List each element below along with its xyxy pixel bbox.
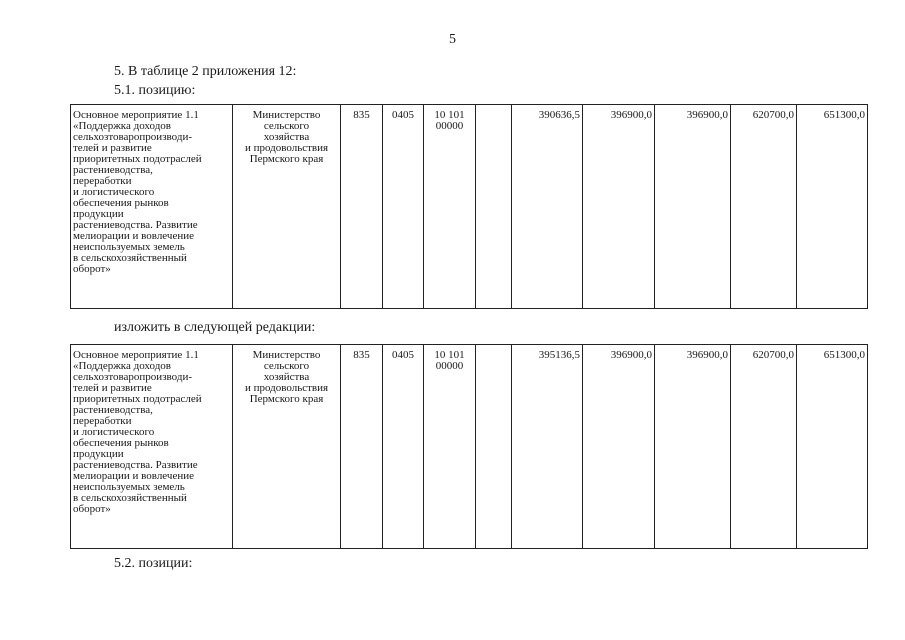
ministry-cell: Министерство сельского хозяйства и продовольствия Пермского края [233, 345, 341, 549]
table-row [71, 105, 868, 309]
section-cell: 0405 [383, 105, 424, 309]
value-cell-3: 396900,0 [655, 345, 731, 549]
csr-cell: 10 101 00000 [424, 345, 476, 549]
value-cell-2: 396900,0 [583, 105, 655, 309]
new-position-table [70, 344, 868, 549]
csr-cell: 10 101 00000 [424, 105, 476, 309]
paragraph-5-2: 5.2. позиции: [114, 556, 193, 571]
grbs-cell: 835 [341, 105, 383, 309]
event-name-cell: Основное мероприятие 1.1 «Поддержка доходов сельхозтоваропроизводи- телей и развитие приоритетных подотраслей растениеводства, переработки и логистического обеспечения рынков продукции растениеводства. Развитие мелиорации и вовлечение неиспользуемых земель в сельскохозяйственный оборот» [71, 105, 233, 309]
value-cell-5: 651300,0 [797, 345, 868, 549]
value-cell-5: 651300,0 [797, 105, 868, 309]
value-cell-4: 620700,0 [731, 105, 797, 309]
value-cell-1: 390636,5 [512, 105, 583, 309]
value-cell-4: 620700,0 [731, 345, 797, 549]
value-cell-1: 395136,5 [512, 345, 583, 549]
page-number: 5 [449, 32, 456, 47]
ministry-cell: Министерство сельского хозяйства и продовольствия Пермского края [233, 105, 341, 309]
old-position-table [70, 104, 868, 309]
paragraph-5: 5. В таблице 2 приложения 12: [114, 64, 297, 79]
vr-cell [476, 105, 512, 309]
paragraph-5-1: 5.1. позицию: [114, 83, 196, 98]
value-cell-3: 396900,0 [655, 105, 731, 309]
grbs-cell: 835 [341, 345, 383, 549]
vr-cell [476, 345, 512, 549]
value-cell-2: 396900,0 [583, 345, 655, 549]
section-cell: 0405 [383, 345, 424, 549]
event-name-cell: Основное мероприятие 1.1 «Поддержка доходов сельхозтоваропроизводи- телей и развитие приоритетных подотраслей растениеводства, переработки и логистического обеспечения рынков продукции растениеводства. Развитие мелиорации и вовлечение неиспользуемых земель в сельскохозяйственный оборот» [71, 345, 233, 549]
table-row [71, 345, 868, 549]
paragraph-new-edition: изложить в следующей редакции: [114, 320, 316, 335]
